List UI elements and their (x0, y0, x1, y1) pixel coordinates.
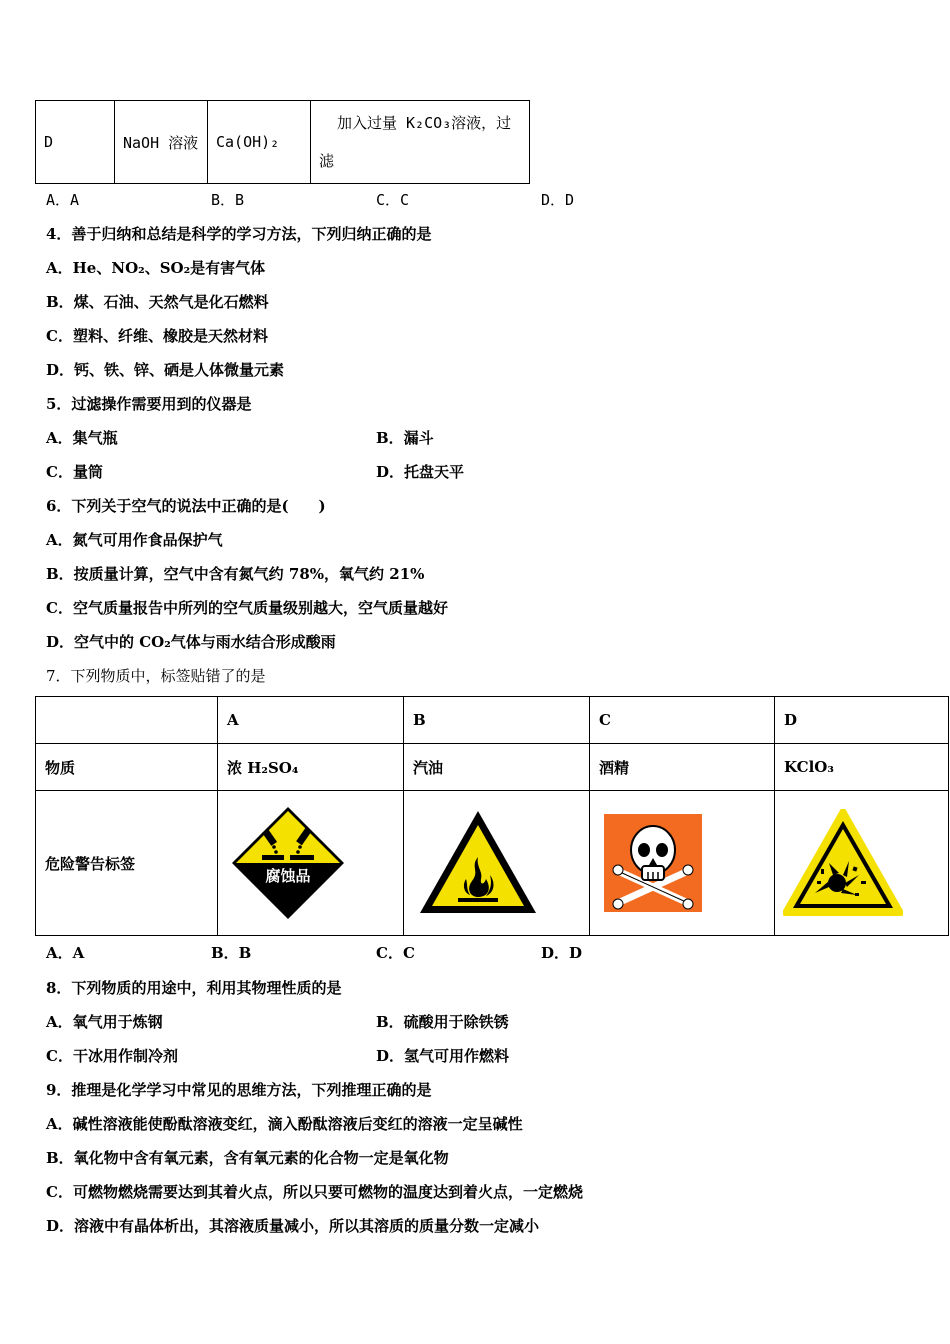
q5-option-d[interactable]: D．托盘天平 (376, 463, 465, 481)
hazard-cell-c (590, 791, 775, 936)
q8-stem: 8．下列物质的用途中，利用其物理性质的是 (46, 979, 342, 997)
q3-option-c[interactable]: C．C (376, 191, 410, 209)
substance-c: 酒精 (590, 744, 775, 791)
hazard-label-table (35, 696, 949, 936)
table-cell-impurity: Ca(OH)₂ (208, 101, 311, 184)
header-cell-b: B (404, 697, 590, 744)
table-cell-method (311, 101, 530, 184)
q7-option-c[interactable]: C．C (376, 944, 415, 962)
q6-option-d[interactable]: D．空气中的 CO₂气体与雨水结合形成酸雨 (46, 633, 336, 651)
option-table-continuation (35, 100, 530, 184)
hazard-cell-b (404, 791, 590, 936)
method-text-line1: 加入过量 K₂CO₃溶液，过 (337, 114, 512, 132)
q9-option-c[interactable]: C．可燃物燃烧需要达到其着火点，所以只要可燃物的温度达到着火点，一定燃烧 (46, 1183, 583, 1201)
q6-stem: 6．下列关于空气的说法中正确的是( ) (46, 497, 326, 515)
q4-option-d[interactable]: D．钙、铁、锌、硒是人体微量元素 (46, 361, 285, 379)
header-cell-a: A (218, 697, 404, 744)
q6-option-c[interactable]: C．空气质量报告中所列的空气质量级别越大，空气质量越好 (46, 599, 448, 617)
substance-b: 汽油 (404, 744, 590, 791)
q8-option-b[interactable]: B．硫酸用于除铁锈 (376, 1013, 509, 1031)
q4-option-b[interactable]: B．煤、石油、天然气是化石燃料 (46, 293, 269, 311)
q4-option-c[interactable]: C．塑料、纤维、橡胶是天然材料 (46, 327, 268, 345)
q9-option-a[interactable]: A．碱性溶液能使酚酞溶液变红，滴入酚酞溶液后变红的溶液一定呈碱性 (46, 1115, 523, 1133)
q7-option-a[interactable]: A．A (46, 944, 85, 962)
flammable-sign-icon (418, 809, 538, 917)
explosive-sign-icon (783, 809, 903, 917)
q6-option-b[interactable]: B．按质量计算，空气中含有氮气约 78%，氧气约 21% (46, 565, 425, 583)
q7-stem: 7．下列物质中，标签贴错了的是 (46, 667, 266, 685)
method-text-line2: 滤 (319, 152, 335, 170)
q3-option-d[interactable]: D．D (541, 191, 575, 209)
header-cell-empty (36, 697, 218, 744)
q3-option-a[interactable]: A．A (46, 191, 80, 209)
q4-option-a[interactable]: A．He、NO₂、SO₂是有害气体 (46, 259, 266, 277)
q8-option-a[interactable]: A．氧气用于炼钢 (46, 1013, 163, 1031)
header-cell-d: D (775, 697, 949, 744)
toxic-skull-icon (604, 814, 702, 912)
q5-option-a[interactable]: A．集气瓶 (46, 429, 118, 447)
q5-stem: 5．过滤操作需要用到的仪器是 (46, 395, 252, 413)
q5-option-c[interactable]: C．量筒 (46, 463, 103, 481)
q5-option-b[interactable]: B．漏斗 (376, 429, 434, 447)
hazard-cell-a (218, 791, 404, 936)
q8-option-c[interactable]: C．干冰用作制冷剂 (46, 1047, 178, 1065)
q8-option-d[interactable]: D．氢气可用作燃料 (376, 1047, 510, 1065)
q3-option-b[interactable]: B．B (211, 191, 245, 209)
substance-d: KClO₃ (775, 744, 949, 791)
row-label-hazard: 危险警告标签 (36, 791, 218, 936)
corrosive-sign-icon (230, 805, 346, 921)
table-cell-substance: NaOH 溶液 (115, 101, 208, 184)
corrosive-label-text: 腐蚀品 (265, 867, 311, 885)
row-label-substance: 物质 (36, 744, 218, 791)
q9-stem: 9．推理是化学学习中常见的思维方法，下列推理正确的是 (46, 1081, 432, 1099)
hazard-cell-d (775, 791, 949, 936)
q6-option-a[interactable]: A．氮气可用作食品保护气 (46, 531, 223, 549)
q4-stem: 4．善于归纳和总结是科学的学习方法，下列归纳正确的是 (46, 225, 432, 243)
q7-option-b[interactable]: B．B (211, 944, 252, 962)
table-cell-option: D (36, 101, 115, 184)
header-cell-c: C (590, 697, 775, 744)
q7-option-d[interactable]: D．D (541, 944, 583, 962)
q9-option-b[interactable]: B．氧化物中含有氧元素，含有氧元素的化合物一定是氧化物 (46, 1149, 449, 1167)
q9-option-d[interactable]: D．溶液中有晶体析出，其溶液质量减小，所以其溶质的质量分数一定减小 (46, 1217, 540, 1235)
substance-a: 浓 H₂SO₄ (218, 744, 404, 791)
